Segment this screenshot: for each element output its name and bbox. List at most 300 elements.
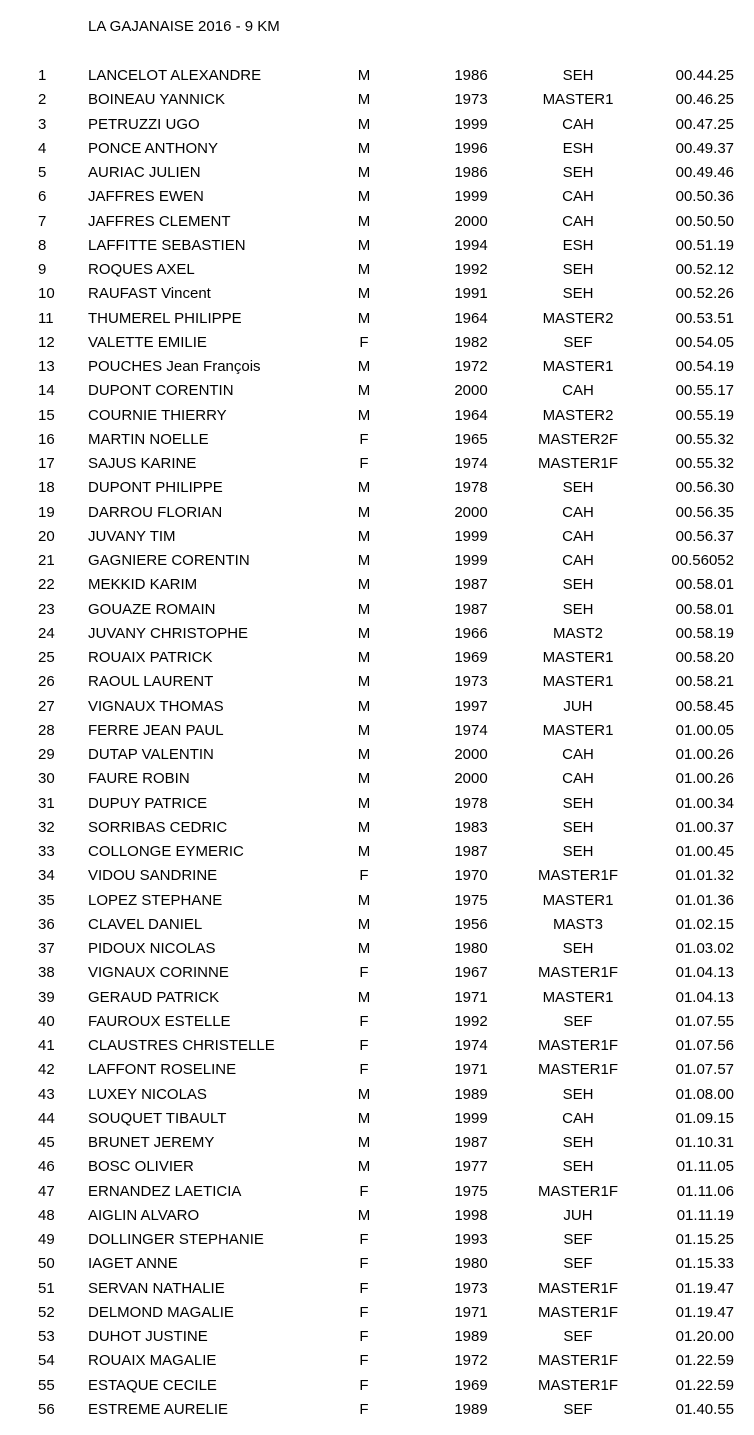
sex-cell: F: [359, 1400, 369, 1418]
finish-time-cell: 00.55.17: [675, 382, 734, 400]
rank-cell: 52: [38, 1303, 55, 1321]
runner-name-cell: DUPONT CORENTIN: [88, 382, 234, 400]
category-cell: SEH: [562, 261, 594, 278]
rank-cell: 18: [38, 479, 55, 497]
sex-cell: M: [357, 358, 371, 375]
finish-time-cell: 01.40.55: [675, 1400, 734, 1418]
finish-time-cell: 01.19.47: [675, 1279, 734, 1297]
table-row: [0, 889, 754, 913]
finish-time-cell: 00.50.36: [675, 188, 734, 206]
rank-cell: 16: [38, 430, 55, 448]
table-row: [0, 1398, 754, 1422]
rank-cell: 53: [38, 1328, 55, 1345]
runner-name-cell: LOPEZ STEPHANE: [88, 891, 223, 909]
rank-cell: 20: [38, 527, 55, 545]
sex-cell: F: [359, 1255, 369, 1273]
category-cell: MASTER2: [542, 406, 614, 424]
category-cell: SEH: [562, 843, 594, 860]
sex-cell: M: [357, 988, 371, 1006]
birth-year-cell: 1986: [454, 164, 488, 181]
runner-name-cell: GOUAZE ROMAIN: [88, 600, 216, 618]
finish-time-cell: 01.07.56: [675, 1037, 734, 1054]
birth-year-cell: 1967: [454, 964, 488, 982]
rank-cell: 40: [38, 1012, 55, 1030]
category-cell: CAH: [562, 212, 594, 230]
table-row: [0, 961, 754, 985]
category-cell: SEF: [563, 333, 593, 351]
rank-cell: 46: [38, 1158, 55, 1176]
sex-cell: M: [357, 770, 371, 788]
birth-year-cell: 1980: [454, 1255, 488, 1273]
table-row: [0, 646, 754, 670]
sex-cell: M: [357, 115, 371, 133]
category-cell: ESH: [562, 139, 594, 157]
table-row: [0, 1301, 754, 1325]
category-cell: MASTER1F: [537, 455, 618, 472]
rank-cell: 34: [38, 867, 55, 885]
rank-cell: 30: [38, 770, 55, 788]
sex-cell: M: [357, 576, 371, 594]
birth-year-cell: 1982: [454, 333, 488, 351]
finish-time-cell: 01.01.32: [675, 867, 734, 885]
runner-name-cell: IAGET ANNE: [88, 1255, 178, 1273]
birth-year-cell: 1999: [454, 1109, 488, 1127]
table-row: [0, 1058, 754, 1082]
rank-cell: 22: [38, 576, 55, 594]
sex-cell: F: [359, 430, 369, 448]
rank-cell: 2: [38, 91, 47, 109]
rank-cell: 1: [38, 67, 47, 84]
sex-cell: M: [357, 818, 371, 836]
sex-cell: M: [357, 1158, 371, 1176]
runner-name-cell: PIDOUX NICOLAS: [88, 940, 216, 957]
rank-cell: 8: [38, 236, 47, 254]
table-row: [0, 525, 754, 549]
finish-time-cell: 00.44.25: [675, 67, 734, 84]
finish-time-cell: 01.15.33: [675, 1255, 734, 1273]
category-cell: JUH: [563, 1206, 593, 1224]
birth-year-cell: 1964: [454, 309, 488, 327]
table-row: [0, 452, 754, 476]
category-cell: CAH: [562, 188, 594, 206]
runner-name-cell: ERNANDEZ LAETICIA: [88, 1182, 242, 1200]
sex-cell: M: [357, 600, 371, 618]
runner-name-cell: JAFFRES EWEN: [88, 188, 204, 206]
sex-cell: M: [357, 188, 371, 206]
table-row: [0, 185, 754, 209]
birth-year-cell: 1974: [454, 455, 488, 472]
rank-cell: 9: [38, 261, 47, 278]
rank-cell: 43: [38, 1085, 55, 1103]
runner-name-cell: DUTAP VALENTIN: [88, 746, 214, 763]
table-row: [0, 1083, 754, 1107]
finish-time-cell: 00.52.12: [675, 261, 734, 278]
birth-year-cell: 1989: [454, 1400, 488, 1418]
rank-cell: 5: [38, 164, 47, 181]
runner-name-cell: GERAUD PATRICK: [88, 988, 220, 1006]
sex-cell: M: [357, 891, 371, 909]
sex-cell: M: [357, 503, 371, 521]
finish-time-cell: 01.00.26: [675, 770, 734, 788]
sex-cell: M: [357, 697, 371, 715]
rank-cell: 37: [38, 940, 55, 957]
runner-name-cell: ESTREME AURELIE: [88, 1400, 229, 1418]
birth-year-cell: 1964: [454, 406, 488, 424]
finish-time-cell: 00.54.19: [675, 358, 734, 375]
sex-cell: M: [357, 673, 371, 691]
sex-cell: M: [357, 285, 371, 303]
finish-time-cell: 01.15.25: [675, 1231, 734, 1248]
table-row: [0, 428, 754, 452]
finish-time-cell: 01.20.00: [675, 1328, 734, 1345]
category-cell: MAST3: [552, 915, 603, 933]
table-row: [0, 137, 754, 161]
rank-cell: 38: [38, 964, 55, 982]
table-row: [0, 1374, 754, 1398]
category-cell: CAH: [562, 770, 594, 788]
finish-time-cell: 00.56052: [671, 552, 734, 569]
runner-name-cell: DUPONT PHILIPPE: [88, 479, 223, 497]
rank-cell: 7: [38, 212, 47, 230]
birth-year-cell: 1974: [454, 1037, 488, 1054]
runner-name-cell: MEKKID KARIM: [88, 576, 198, 594]
finish-time-cell: 01.00.45: [675, 843, 734, 860]
birth-year-cell: 1992: [454, 1012, 488, 1030]
table-row: [0, 1010, 754, 1034]
runner-name-cell: COLLONGE EYMERIC: [88, 843, 244, 860]
finish-time-cell: 01.04.13: [675, 964, 734, 982]
table-row: [0, 937, 754, 961]
table-row: [0, 355, 754, 379]
category-cell: SEH: [562, 576, 594, 594]
finish-time-cell: 00.46.25: [675, 91, 734, 109]
finish-time-cell: 00.58.20: [675, 649, 734, 666]
birth-year-cell: 1978: [454, 794, 488, 812]
runner-name-cell: BOINEAU YANNICK: [88, 91, 225, 109]
rank-cell: 23: [38, 600, 55, 618]
runner-name-cell: JUVANY CHRISTOPHE: [88, 624, 249, 642]
rank-cell: 42: [38, 1061, 55, 1079]
finish-time-cell: 01.01.36: [675, 891, 734, 909]
rank-cell: 13: [38, 358, 55, 375]
finish-time-cell: 01.22.59: [675, 1352, 734, 1370]
birth-year-cell: 1986: [454, 67, 488, 84]
sex-cell: M: [357, 552, 371, 569]
birth-year-cell: 1971: [454, 988, 488, 1006]
category-cell: MASTER1: [542, 358, 614, 375]
category-cell: SEH: [562, 600, 594, 618]
rank-cell: 35: [38, 891, 55, 909]
birth-year-cell: 2000: [454, 746, 488, 763]
category-cell: SEH: [562, 164, 594, 181]
runner-name-cell: VIGNAUX THOMAS: [88, 697, 224, 715]
table-row: [0, 1180, 754, 1204]
finish-time-cell: 00.52.26: [675, 285, 734, 303]
rank-cell: 28: [38, 721, 55, 739]
runner-name-cell: COURNIE THIERRY: [88, 406, 227, 424]
finish-time-cell: 00.58.01: [675, 576, 734, 594]
finish-time-cell: 01.09.15: [675, 1109, 734, 1127]
rank-cell: 39: [38, 988, 55, 1006]
table-row: [0, 307, 754, 331]
category-cell: SEH: [562, 1158, 594, 1176]
runner-name-cell: AURIAC JULIEN: [88, 164, 201, 181]
sex-cell: M: [357, 527, 371, 545]
sex-cell: M: [357, 940, 371, 957]
runner-name-cell: DUHOT JUSTINE: [88, 1328, 208, 1345]
rank-cell: 15: [38, 406, 55, 424]
rank-cell: 27: [38, 697, 55, 715]
sex-cell: M: [357, 261, 371, 278]
category-cell: SEH: [562, 479, 594, 497]
rank-cell: 10: [38, 285, 55, 303]
finish-time-cell: 00.55.32: [675, 430, 734, 448]
runner-name-cell: LANCELOT ALEXANDRE: [88, 67, 262, 84]
category-cell: SEF: [563, 1231, 593, 1248]
sex-cell: F: [359, 1012, 369, 1030]
category-cell: MASTER2: [542, 309, 614, 327]
rank-cell: 21: [38, 552, 55, 569]
sex-cell: M: [357, 915, 371, 933]
birth-year-cell: 1971: [454, 1303, 488, 1321]
sex-cell: M: [357, 67, 371, 84]
runner-name-cell: THUMEREL PHILIPPE: [88, 309, 242, 327]
runner-name-cell: JUVANY TIM: [88, 527, 176, 545]
sex-cell: M: [357, 479, 371, 497]
category-cell: SEF: [563, 1012, 593, 1030]
runner-name-cell: SERVAN NATHALIE: [88, 1279, 225, 1297]
sex-cell: F: [359, 1037, 369, 1054]
table-row: [0, 1204, 754, 1228]
finish-time-cell: 01.02.15: [675, 915, 734, 933]
category-cell: MASTER1: [542, 891, 614, 909]
rank-cell: 56: [38, 1400, 55, 1418]
runner-name-cell: AIGLIN ALVARO: [88, 1206, 200, 1224]
birth-year-cell: 1980: [454, 940, 488, 957]
table-row: [0, 670, 754, 694]
rank-cell: 11: [38, 309, 54, 327]
finish-time-cell: 00.56.35: [675, 503, 734, 521]
birth-year-cell: 1996: [454, 139, 488, 157]
birth-year-cell: 1971: [454, 1061, 488, 1079]
rank-cell: 44: [38, 1109, 55, 1127]
category-cell: JUH: [563, 697, 593, 715]
category-cell: MASTER2F: [537, 430, 618, 448]
table-row: [0, 161, 754, 185]
finish-time-cell: 00.53.51: [675, 309, 734, 327]
finish-time-cell: 01.11.06: [676, 1182, 734, 1200]
runner-name-cell: VIGNAUX CORINNE: [88, 964, 229, 982]
finish-time-cell: 01.00.05: [675, 721, 734, 739]
finish-time-cell: 00.47.25: [675, 115, 734, 133]
finish-time-cell: 01.11.05: [676, 1158, 734, 1176]
category-cell: CAH: [562, 382, 594, 400]
sex-cell: F: [359, 1328, 369, 1345]
category-cell: MASTER1: [542, 649, 614, 666]
table-row: [0, 743, 754, 767]
category-cell: CAH: [562, 503, 594, 521]
finish-time-cell: 01.00.26: [675, 746, 734, 763]
finish-time-cell: 01.19.47: [675, 1303, 734, 1321]
birth-year-cell: 1970: [454, 867, 488, 885]
category-cell: MAST2: [552, 624, 603, 642]
birth-year-cell: 1987: [454, 843, 488, 860]
table-row: [0, 622, 754, 646]
rank-cell: 32: [38, 818, 55, 836]
birth-year-cell: 1989: [454, 1328, 488, 1345]
table-row: [0, 234, 754, 258]
birth-year-cell: 1994: [454, 236, 488, 254]
table-row: [0, 913, 754, 937]
finish-time-cell: 00.58.45: [675, 697, 734, 715]
category-cell: SEH: [562, 1085, 594, 1103]
table-row: [0, 210, 754, 234]
sex-cell: F: [359, 333, 369, 351]
table-row: [0, 1155, 754, 1179]
birth-year-cell: 1999: [454, 527, 488, 545]
rank-cell: 6: [38, 188, 47, 206]
runner-name-cell: ROQUES AXEL: [88, 261, 195, 278]
results-table: [0, 64, 754, 1422]
runner-name-cell: VALETTE EMILIE: [88, 333, 207, 351]
birth-year-cell: 1992: [454, 261, 488, 278]
finish-time-cell: 01.00.37: [675, 818, 734, 836]
rank-cell: 17: [38, 455, 55, 472]
birth-year-cell: 1987: [454, 576, 488, 594]
rank-cell: 41: [38, 1037, 55, 1054]
runner-name-cell: ROUAIX MAGALIE: [88, 1352, 217, 1370]
table-row: [0, 1228, 754, 1252]
table-row: [0, 573, 754, 597]
table-row: [0, 695, 754, 719]
category-cell: CAH: [562, 746, 594, 763]
category-cell: SEH: [562, 67, 594, 84]
finish-time-cell: 00.56.37: [675, 527, 734, 545]
category-cell: SEH: [562, 818, 594, 836]
finish-time-cell: 01.08.00: [675, 1085, 734, 1103]
birth-year-cell: 1973: [454, 1279, 488, 1297]
birth-year-cell: 2000: [454, 503, 488, 521]
category-cell: SEH: [562, 794, 594, 812]
finish-time-cell: 00.55.32: [675, 455, 734, 472]
category-cell: MASTER1F: [537, 1376, 618, 1394]
category-cell: SEF: [563, 1255, 593, 1273]
sex-cell: M: [357, 382, 371, 400]
rank-cell: 47: [38, 1182, 55, 1200]
finish-time-cell: 00.55.19: [675, 406, 734, 424]
birth-year-cell: 1989: [454, 1085, 488, 1103]
category-cell: MASTER1F: [537, 1061, 618, 1079]
sex-cell: M: [357, 309, 371, 327]
runner-name-cell: CLAVEL DANIEL: [88, 915, 203, 933]
finish-time-cell: 01.00.34: [675, 794, 734, 812]
finish-time-cell: 01.11.19: [676, 1206, 734, 1224]
sex-cell: F: [359, 1231, 369, 1248]
table-row: [0, 792, 754, 816]
runner-name-cell: MARTIN NOELLE: [88, 430, 209, 448]
runner-name-cell: ROUAIX PATRICK: [88, 649, 213, 666]
birth-year-cell: 1993: [454, 1231, 488, 1248]
table-row: [0, 549, 754, 573]
table-row: [0, 501, 754, 525]
document-title: LA GAJANAISE 2016 - 9 KM: [88, 18, 280, 35]
category-cell: CAH: [562, 1109, 594, 1127]
category-cell: SEH: [562, 285, 594, 303]
finish-time-cell: 01.03.02: [675, 940, 734, 957]
runner-name-cell: GAGNIERE CORENTIN: [88, 552, 250, 569]
table-row: [0, 986, 754, 1010]
finish-time-cell: 00.58.01: [675, 600, 734, 618]
sex-cell: F: [359, 1279, 369, 1297]
birth-year-cell: 1999: [454, 552, 488, 569]
table-row: [0, 113, 754, 137]
rank-cell: 19: [38, 503, 55, 521]
rank-cell: 55: [38, 1376, 55, 1394]
table-row: [0, 767, 754, 791]
runner-name-cell: LAFFITTE SEBASTIEN: [88, 236, 246, 254]
table-row: [0, 258, 754, 282]
sex-cell: M: [357, 794, 371, 812]
birth-year-cell: 1974: [454, 721, 488, 739]
category-cell: MASTER1: [542, 988, 614, 1006]
finish-time-cell: 01.07.57: [675, 1061, 734, 1079]
sex-cell: M: [357, 649, 371, 666]
category-cell: CAH: [562, 552, 594, 569]
category-cell: CAH: [562, 115, 594, 133]
sex-cell: M: [357, 1134, 371, 1151]
runner-name-cell: PONCE ANTHONY: [88, 139, 219, 157]
table-row: [0, 476, 754, 500]
table-row: [0, 1349, 754, 1373]
finish-time-cell: 00.54.05: [675, 333, 734, 351]
runner-name-cell: JAFFRES CLEMENT: [88, 212, 231, 230]
finish-time-cell: 00.58.21: [675, 673, 734, 691]
rank-cell: 31: [38, 794, 55, 812]
finish-time-cell: 00.51.19: [675, 236, 734, 254]
finish-time-cell: 00.56.30: [675, 479, 734, 497]
sex-cell: M: [357, 406, 371, 424]
category-cell: MASTER1F: [537, 867, 618, 885]
rank-cell: 36: [38, 915, 55, 933]
birth-year-cell: 1978: [454, 479, 488, 497]
runner-name-cell: FAUROUX ESTELLE: [88, 1012, 231, 1030]
category-cell: SEH: [562, 1134, 594, 1151]
table-row: [0, 64, 754, 88]
sex-cell: M: [357, 212, 371, 230]
table-row: [0, 816, 754, 840]
sex-cell: M: [357, 1085, 371, 1103]
rank-cell: 51: [38, 1279, 55, 1297]
category-cell: MASTER1: [542, 721, 614, 739]
finish-time-cell: 01.22.59: [675, 1376, 734, 1394]
birth-year-cell: 1987: [454, 600, 488, 618]
birth-year-cell: 1999: [454, 115, 488, 133]
rank-cell: 26: [38, 673, 55, 691]
birth-year-cell: 1997: [454, 697, 488, 715]
rank-cell: 24: [38, 624, 55, 642]
birth-year-cell: 2000: [454, 212, 488, 230]
category-cell: SEH: [562, 940, 594, 957]
category-cell: MASTER1F: [537, 1182, 618, 1200]
table-row: [0, 404, 754, 428]
birth-year-cell: 2000: [454, 382, 488, 400]
rank-cell: 33: [38, 843, 55, 860]
sex-cell: F: [359, 455, 369, 472]
table-row: [0, 88, 754, 112]
runner-name-cell: DARROU FLORIAN: [88, 503, 223, 521]
sex-cell: M: [357, 139, 371, 157]
sex-cell: F: [359, 1303, 369, 1321]
